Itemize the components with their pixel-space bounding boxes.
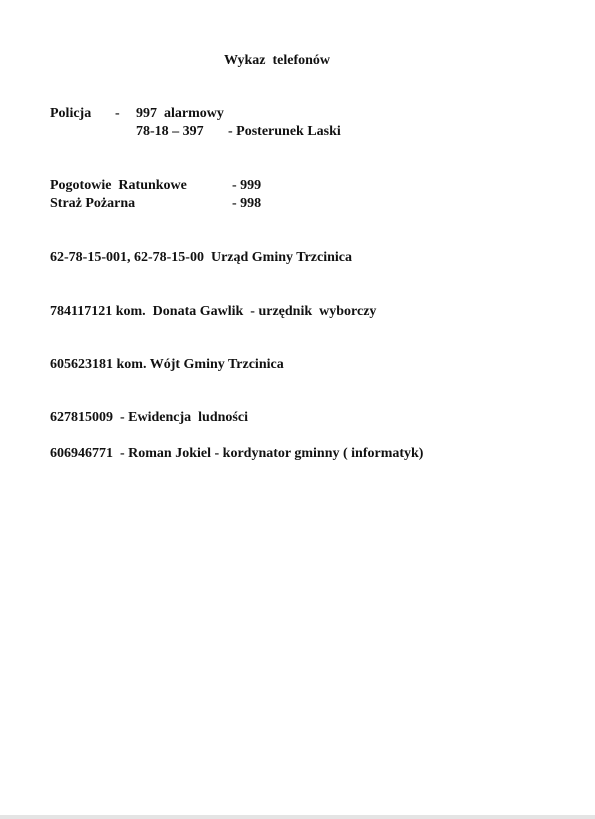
police-label: Policja xyxy=(50,106,92,121)
police-emergency-number: 997 alarmowy xyxy=(136,106,224,121)
police-local-desc: - Posterunek Laski xyxy=(228,124,341,139)
list-item: 627815009 - Ewidencja ludności xyxy=(50,410,248,425)
ambulance-label: Pogotowie Ratunkowe xyxy=(50,178,187,193)
police-dash: - xyxy=(115,106,120,121)
scan-bottom-edge xyxy=(0,815,595,819)
police-local-number: 78-18 – 397 xyxy=(136,124,204,139)
ambulance-number: - 999 xyxy=(232,178,262,193)
fire-number: - 998 xyxy=(232,196,262,211)
list-item: 606946771 - Roman Jokiel - kordynator gminny ( informatyk) xyxy=(50,446,424,461)
page-title: Wykaz telefonów xyxy=(224,53,331,68)
list-item: 784117121 kom. Donata Gawlik - urzędnik wyborczy xyxy=(50,304,377,319)
list-item: 62-78-15-001, 62-78-15-00 Urząd Gminy Trzcinica xyxy=(50,250,352,265)
list-item: 605623181 kom. Wójt Gminy Trzcinica xyxy=(50,357,284,372)
fire-label: Straż Pożarna xyxy=(50,196,136,211)
